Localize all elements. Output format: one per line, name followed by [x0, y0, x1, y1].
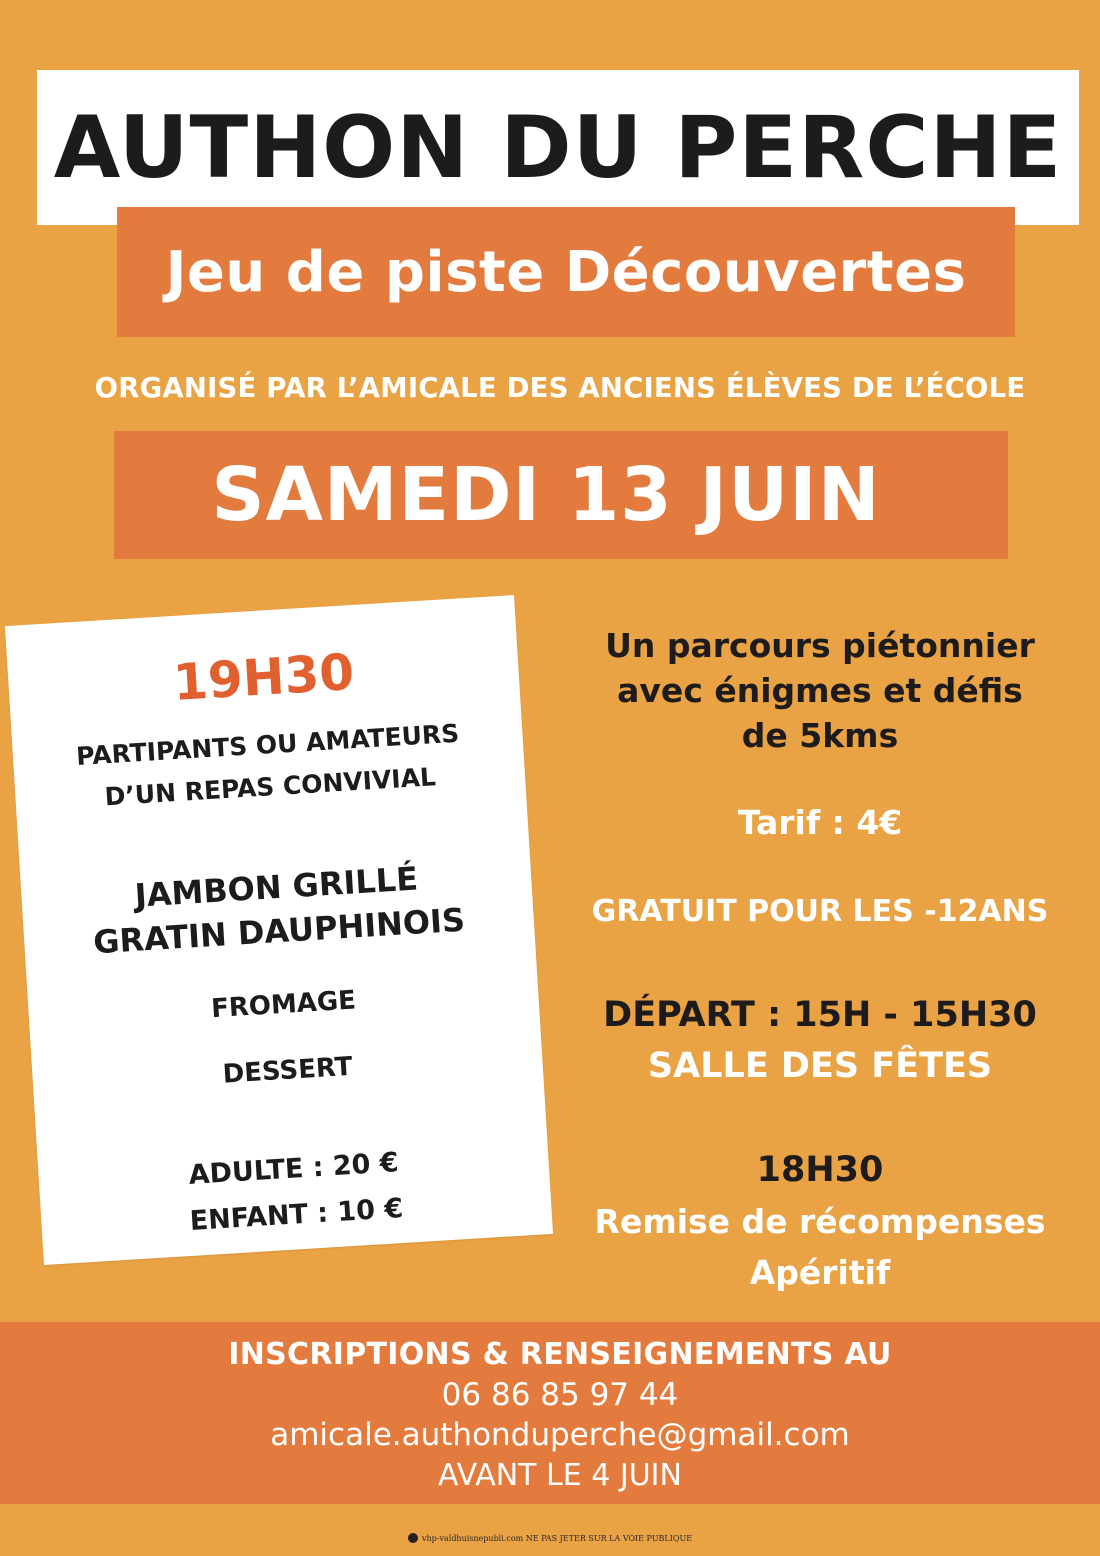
walk-description-line1: Un parcours piétonnier [605, 626, 1035, 665]
menu-item-gratin: GRATIN DAUPHINOIS [92, 900, 466, 962]
price-child: ENFANT : 10 € [188, 1192, 405, 1237]
dinner-intro-line2: D’UN REPAS CONVIVIAL [103, 762, 437, 812]
menu-item-ham: JAMBON GRILLÉ [133, 859, 420, 915]
price-adult: ADULTE : 20 € [187, 1147, 400, 1191]
event-subtitle: Jeu de piste Découvertes [165, 239, 967, 305]
contact-email[interactable]: amicale.authonduperche@gmail.com [270, 1417, 850, 1453]
registration-heading: INSCRIPTIONS & RENSEIGNEMENTS AU [228, 1337, 892, 1372]
contact-phone[interactable]: 06 86 85 97 44 [441, 1377, 679, 1413]
dinner-time: 19H30 [171, 643, 356, 712]
awards-label: Remise de récompenses [594, 1202, 1046, 1241]
title-banner [37, 70, 1079, 225]
date-banner [114, 431, 1008, 559]
legal-notice [0, 1528, 1100, 1548]
awards-time: 18H30 [756, 1150, 884, 1190]
subtitle-banner [117, 207, 1015, 337]
registration-deadline: AVANT LE 4 JUIN [438, 1458, 682, 1493]
menu-item-dessert: DESSERT [221, 1051, 354, 1090]
venue: SALLE DES FÊTES [647, 1046, 993, 1086]
dinner-menu-card [5, 595, 553, 1265]
aperitif-label: Apéritif [749, 1253, 891, 1292]
walk-description-line2: avec énigmes et défis [617, 671, 1023, 710]
free-under-12: GRATUIT POUR LES -12ANS [591, 894, 1049, 929]
dinner-intro-line1: PARTIPANTS OU AMATEURS [75, 718, 460, 772]
legal-notice-text: vhp-valdhuisnepubli.com NE PAS JETER SUR LA VOIE PUBLIQUE [421, 1533, 693, 1543]
printer-logo-icon [408, 1533, 418, 1543]
organiser-line: ORGANISÉ PAR L’AMICALE DES ANCIENS ÉLÈVES DE L’ÉCOLE [94, 372, 1026, 404]
menu-item-cheese: FROMAGE [210, 985, 357, 1025]
page-title: AUTHON DU PERCHE [53, 97, 1063, 198]
event-date: SAMEDI 13 JUIN [211, 452, 881, 538]
walk-price: Tarif : 4€ [737, 803, 903, 842]
departure-time: DÉPART : 15H - 15H30 [603, 995, 1037, 1035]
walk-description-line3: de 5kms [741, 716, 899, 755]
